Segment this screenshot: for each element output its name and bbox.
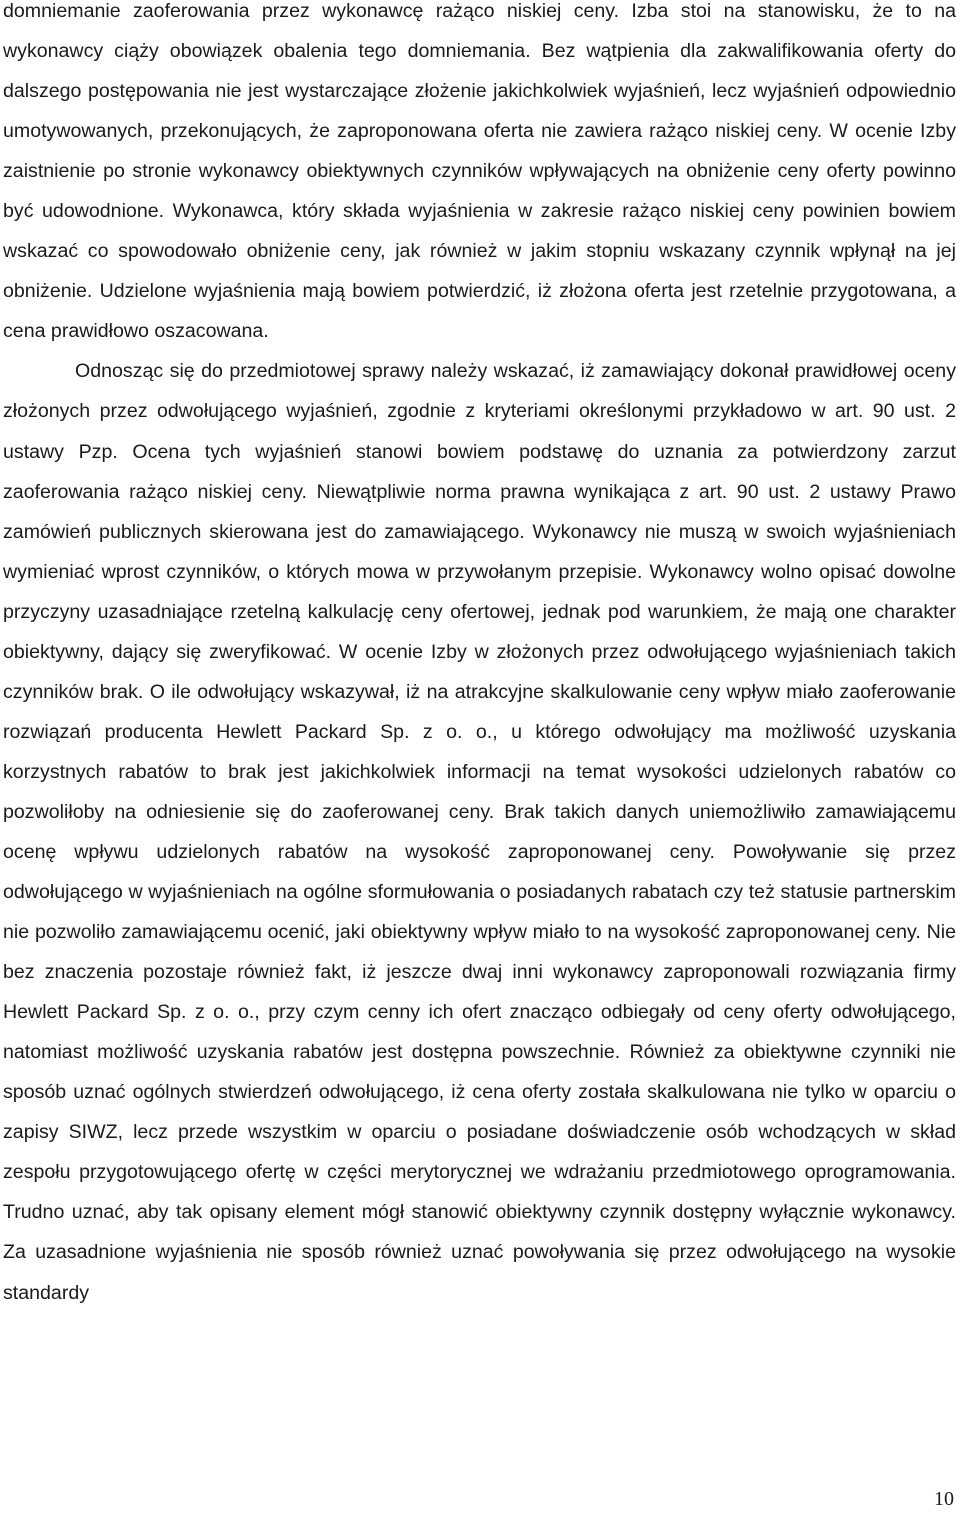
paragraph-assessment: Odnosząc się do przedmiotowej sprawy należy wskazać, iż zamawiający dokonał prawidłowej oceny złożonych przez odwołującego wyjaśnień, zgodnie z kryteriami określonymi przykładowo w art. 90 ust. 2 ustawy Pzp. Ocena tych wyjaśnień stanowi bowiem podstawę do uznania za potwierdzony zarzut zaoferowania rażąco niskiej ceny. Niewątpliwie norma prawna wynikająca z art. 90 ust. 2 ustawy Prawo zamówień publicznych skierowana jest do zamawiającego. Wykonawcy nie muszą w swoich wyjaśnieniach wymieniać wprost czynników, o których mowa w przywołanym przepisie. Wykonawcy wolno opisać dowolne przyczyny uzasadniające rzetelną kalkulację ceny ofertowej, jednak pod warunkiem, że mają one charakter obiektywny, dający się zweryfikować. W ocenie Izby w złożonych przez odwołującego wyjaśnieniach takich czynników brak. O ile odwołujący wskazywał, iż na atrakcyjne skalkulowanie ceny wpływ miało zaoferowanie rozwiązań producenta Hewlett Packard Sp. z o. o., u którego odwołujący ma możliwość uzyskania korzystnych rabatów to brak jest jakichkolwiek informacji na temat wysokości udzielonych rabatów co pozwoliłoby na odniesienie się do zaoferowanej ceny. Brak takich danych uniemożliwiło zamawiającemu ocenę wpływu udzielonych rabatów na wysokość zaproponowanej ceny. Powoływanie się przez odwołującego w wyjaśnieniach na ogólne sformułowania o posiadanych rabatach czy też statusie partnerskim nie pozwoliło zamawiającemu ocenić, jaki obiektywny wpływ miało to na wysokość zaproponowanej ceny. Nie bez znaczenia pozostaje również fakt, iż jeszcze dwaj inni wykonawcy zaproponowali rozwiązania firmy Hewlett Packard Sp. z o. o., przy czym cenny ich ofert znacząco odbiegały od ceny oferty odwołującego, natomiast możliwość uzyskania rabatów jest dostępna powszechnie. Również za obiektywne czynniki nie sposób uznać ogólnych stwierdzeń odwołującego, iż cena oferty została skalkulowana nie tylko w oparciu o zapisy SIWZ, lecz przede wszystkim w oparciu o posiadane doświadczenie osób wchodzących w skład zespołu przygotowującego ofertę w części merytorycznej we wdrażaniu przedmiotowego oprogramowania. Trudno uznać, aby tak opisany element mógł stanowić obiektywny czynnik dostępny wyłącznie wykonawcy. Za uzasadnione wyjaśnienia nie sposób również uznać powoływania się przez odwołującego na wysokie standardy: [3, 360, 956, 1304]
paragraph-continuation: domniemanie zaoferowania przez wykonawcę rażąco niskiej ceny. Izba stoi na stanowisku, że to na wykonawcy ciąży obowiązek obalenia tego domniemania. Bez wątpienia dla zakwalifikowania oferty do dalszego postępowania nie jest wystarczające złożenie jakichkolwiek wyjaśnień, lecz wyjaśnień odpowiednio umotywowanych, przekonujących, że zaproponowana oferta nie zawiera rażąco niskiej ceny. W ocenie Izby zaistnienie po stronie wykonawcy obiektywnych czynników wpływających na obniżenie ceny oferty powinno być udowodnione. Wykonawca, który składa wyjaśnienia w zakresie rażąco niskiej ceny powinien bowiem wskazać co spowodowało obniżenie ceny, jak również w jakim stopniu wskazany czynnik wpłynął na jej obniżenie. Udzielone wyjaśnienia mają bowiem potwierdzić, iż złożona oferta jest rzetelnie przygotowana, a cena prawidłowo oszacowana.: [3, 0, 956, 343]
document-page: [3, 0, 956, 1313]
page-number: 10: [934, 1488, 954, 1510]
